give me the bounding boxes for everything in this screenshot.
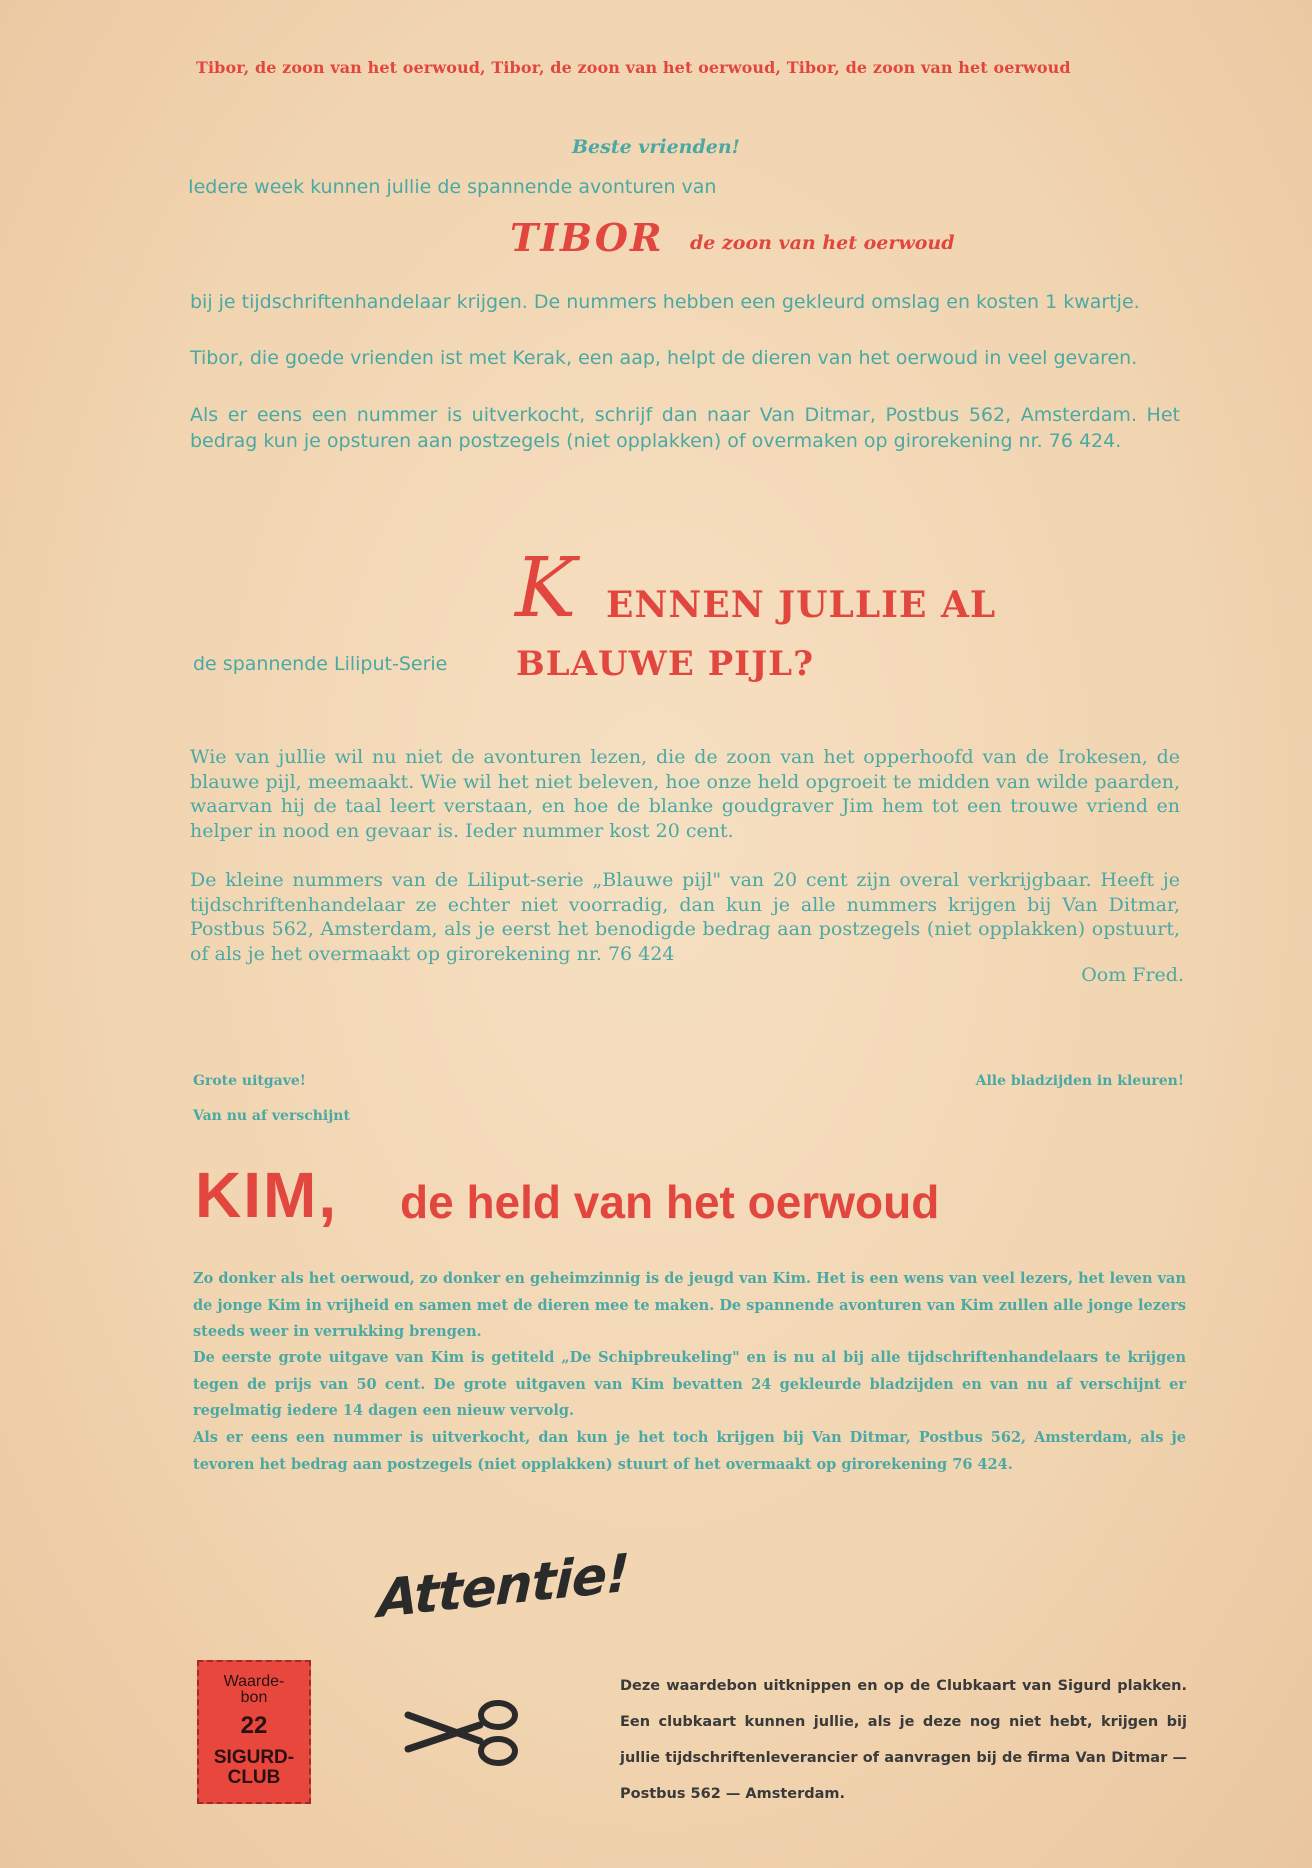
kim-paragraph-3: Als er eens een nummer is uitverkocht, dan kun je het toch krijgen bij Van Ditmar, Postbus 562, Amsterdam, als je tevoren het bedrag aan postzegels (niet opplakken) stuurt of het overmaakt op girorekening 76 424. [193, 1429, 1186, 1473]
tibor-paragraph-1: bij je tijdschriftenhandelaar krijgen. De nummers hebben een gekleurd omslag en kosten 1 kwartje. [190, 291, 1140, 313]
coupon-line-1: Waarde- [223, 1673, 285, 1690]
kim-paragraph-2: De eerste grote uitgave van Kim is getiteld „De Schipbreukeling" en is nu al bij alle tijdschriftenhandelaars te krijgen tegen de prijs van 50 cent. De grote uitgaven van Kim bevatten 24 gekleurde bladzijden en van nu af verschijnt er regelmatig iedere 14 dagen een nieuw vervolg. [193, 1349, 1186, 1419]
kim-subtitle: de held van het oerwoud [400, 1176, 940, 1228]
signoff: Oom Fred. [1081, 964, 1184, 986]
coupon-club-1: SIGURD- [213, 1747, 295, 1768]
tibor-subtitle: de zoon van het oerwoud [690, 232, 955, 254]
kim-paragraph-1: Zo donker als het oerwoud, zo donker en geheimzinnig is de jeugd van Kim. Het is een wens van veel lezers, het leven van de jonge Kim in vrijheid en samen met de dieren mee te maken. De spannende avonturen van Kim zullen alle jonge lezers steeds weer in verrukking brengen. [193, 1270, 1186, 1340]
tibor-paragraph-3: Als er eens een nummer is uitverkocht, schrijf dan naar Van Ditmar, Postbus 562, Amsterdam. Het bedrag kun je opsturen aan postzegels (niet opplakken) of overmaken op girorekening nr. 76 424. [190, 404, 1180, 452]
tibor-title: TIBOR [510, 215, 664, 260]
banner-text: Tibor, de zoon van het oerwoud, Tibor, de zoon van het oerwoud, Tibor, de zoon van het oerwoud [196, 58, 1071, 77]
blauwe-paragraph-2: De kleine nummers van de Liliput-serie „Blauwe pijl" van 20 cent zijn overal verkrijgbaar. Heeft je tijdschriftenhandelaar ze echter niet voorradig, dan kun je alle nummers krijgen bij Van Ditmar, Postbus 562, Amsterdam, als je eerst het benodigde bedrag aan postzegels (niet opplakken) opstuurt, of als je het overmaakt op girorekening nr. 76 424 [190, 869, 1180, 965]
clubkaart-instructions: Deze waardebon uitknippen en op de Clubkaart van Sigurd plakken. Een clubkaart kunnen jullie, als je deze nog niet hebt, krijgen bij jullie tijdschriftenleverancier of aanvragen bij de firma Van Ditmar — Postbus 562 — Amsterdam. [620, 1678, 1187, 1802]
van-nu-af-label: Van nu af verschijnt [193, 1108, 350, 1124]
coupon-number: 22 [240, 1712, 268, 1739]
grote-uitgave-label: Grote uitgave! [193, 1073, 306, 1089]
alle-bladzijden-label: Alle bladzijden in kleuren! [975, 1073, 1184, 1089]
tibor-greeting: Beste vrienden! [571, 136, 741, 158]
kennen-heading: ENNEN JULLIE AL [606, 584, 997, 626]
coupon-club-2: CLUB [227, 1767, 281, 1788]
blauwe-paragraph-1: Wie van jullie wil nu niet de avonturen lezen, die de zoon van het opperhoofd van de Irokesen, de blauwe pijl, meemaakt. Wie wil het niet beleven, hoe onze held opgroeit te midden van wilde paarden, waarvan hij de taal leert verstaan, en hoe de blanke goudgraver Jim hem tot een trouwe vriend en helper in nood en gevaar is. Ieder nummer kost 20 cent. [190, 746, 1180, 842]
kennen-initial: K [515, 541, 577, 636]
attentie-heading: Attentie! [376, 1543, 630, 1631]
waardebon-coupon[interactable] [197, 1660, 311, 1804]
blauwe-pijl-title: BLAUWE PIJL? [516, 644, 814, 684]
kim-title: KIM, [195, 1159, 339, 1231]
tibor-paragraph-2: Tibor, die goede vrienden ist met Kerak, een aap, helpt de dieren van het oerwoud in veel gevaren. [190, 347, 1138, 369]
coupon-line-2: bon [240, 1689, 268, 1706]
tibor-intro: Iedere week kunnen jullie de spannende avonturen van [188, 176, 717, 198]
scissors-icon [402, 1697, 522, 1767]
liliput-label: de spannende Liliput-Serie [193, 653, 448, 675]
